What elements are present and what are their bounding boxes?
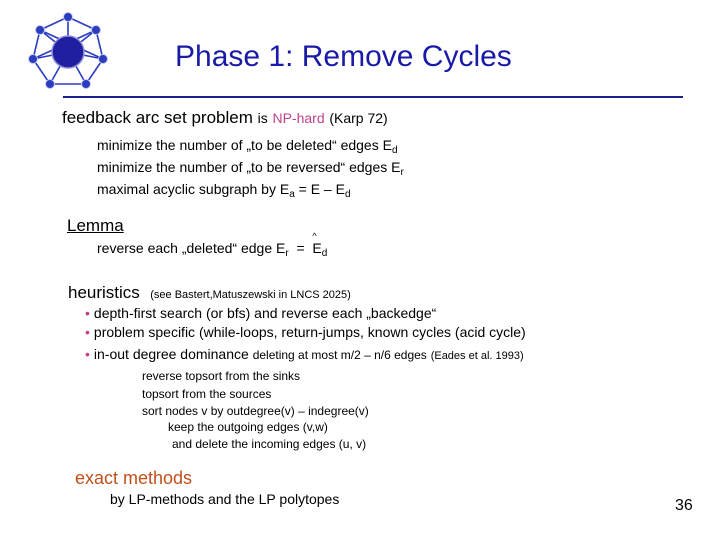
- title-divider: [63, 96, 683, 98]
- lemma-line: [97, 231, 328, 259]
- lemma-sub-r: r: [285, 248, 289, 259]
- np-hard-label: NP-hard: [272, 110, 325, 126]
- heuristics-heading: heuristics: [68, 283, 140, 302]
- lemma-eq: =: [288, 240, 313, 256]
- reversed-edges-text: minimize the number of „to be reversed“ edges E: [97, 159, 401, 175]
- heuristic-subline: sort nodes v by outdegree(v) – indegree(v): [142, 404, 369, 418]
- heuristic-item-text: in-out degree dominance: [93, 346, 249, 362]
- acyclic-sub-a: a: [289, 189, 295, 200]
- exact-methods-heading: exact methods: [75, 468, 193, 488]
- reversed-edges-sub: r: [400, 167, 404, 178]
- heuristic-subline: keep the outgoing edges (v,w): [168, 420, 328, 434]
- heuristic-subline: and delete the incoming edges (u, v): [172, 437, 367, 451]
- heuristic-item: [85, 305, 436, 321]
- lemma-e: E: [312, 240, 322, 256]
- heuristic-subline: reverse topsort from the sinks: [142, 369, 301, 383]
- bullet-icon: •: [85, 346, 90, 362]
- heuristic-item: [85, 324, 526, 340]
- feedback-is: is: [257, 110, 268, 126]
- heuristic-subline: topsort from the sources: [142, 387, 272, 401]
- karp-citation: (Karp 72): [329, 110, 388, 126]
- deleted-edges-sub: d: [391, 145, 398, 156]
- bullet-icon: •: [85, 324, 90, 340]
- bullet-icon: •: [85, 305, 90, 321]
- acyclic-middle: = E – E: [294, 181, 345, 197]
- reversed-edges-line: [97, 159, 404, 178]
- page-title: Phase 1: Remove Cycles: [175, 40, 512, 73]
- eades-citation: (Eades et al. 1993): [430, 350, 524, 362]
- acyclic-sub-d: d: [344, 189, 351, 200]
- heuristic-item: [85, 346, 524, 362]
- deleted-edges-line: [97, 137, 398, 156]
- heuristics-heading-line: [68, 283, 351, 303]
- feedback-arc-heading: [62, 108, 388, 128]
- exact-methods-line: by LP-methods and the LP polytopes: [110, 491, 340, 507]
- lemma-prefix: reverse each „deleted“ edge E: [97, 240, 286, 256]
- heuristics-citation: (see Bastert,Matuszewski in LNCS 2025): [150, 289, 351, 301]
- lemma-sub-d: d: [321, 248, 328, 259]
- feedback-lead: feedback arc set problem: [62, 108, 253, 127]
- network-graph-logo-icon: [28, 12, 108, 90]
- lemma-e-hat: [312, 231, 322, 256]
- acyclic-prefix: maximal acyclic subgraph by E: [97, 181, 290, 197]
- deleted-edges-text: minimize the number of „to be deleted“ edges E: [97, 137, 392, 153]
- heuristic-item-text: problem specific (while-loops, return-jumps, known cycles (acid cycle): [93, 324, 526, 340]
- heuristic-item-text: depth-first search (or bfs) and reverse each „backedge“: [93, 305, 437, 321]
- acyclic-subgraph-line: [97, 181, 351, 200]
- lemma-heading: Lemma: [67, 216, 124, 235]
- page-number: 36: [675, 497, 693, 514]
- hat-mark: ^: [312, 231, 317, 241]
- dominance-detail: deleting at most m/2 – n/6 edges: [252, 348, 427, 362]
